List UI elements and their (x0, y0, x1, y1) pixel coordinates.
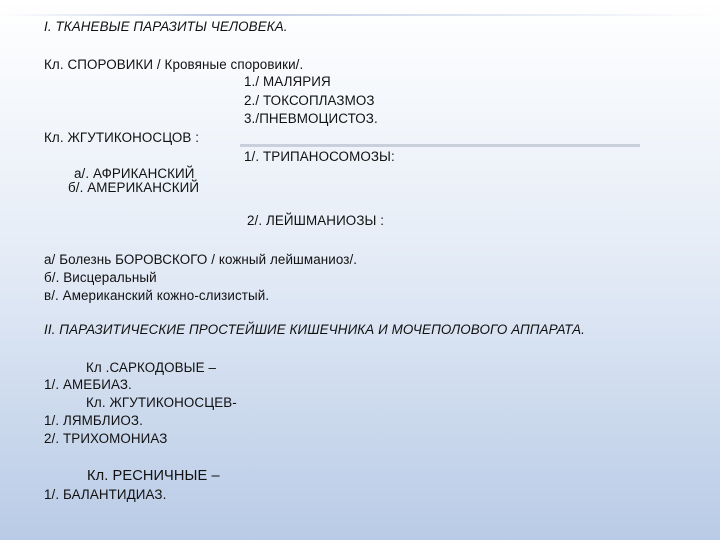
sporozoa-item: 2./ ТОКСОПЛАЗМОЗ (244, 93, 375, 108)
section1-heading: I. ТКАНЕВЫЕ ПАРАЗИТЫ ЧЕЛОВЕКА. (44, 19, 288, 34)
flagellates-class-line-2: Кл. ЖГУТИКОНОСЦЕВ- (86, 395, 237, 410)
sarcodina-item: 1/. АМЕБИАЗ. (44, 377, 132, 392)
leishmaniasis-type: в/. Американский кожно-слизистый. (44, 288, 270, 303)
sporozoa-item: 1./ МАЛЯРИЯ (244, 74, 331, 89)
ciliates-item: 1/. БАЛАНТИДИАЗ. (44, 487, 167, 502)
leishmaniasis-type: б/. Висцеральный (44, 270, 157, 285)
trypanosomiasis-type: а/. АФРИКАНСКИЙ (74, 166, 195, 181)
decorative-line (0, 14, 720, 16)
trypanosomiasis-type: б/. АМЕРИКАНСКИЙ (68, 180, 200, 195)
leishmaniasis-type: а/ Болезнь БОРОВСКОГО / кожный лейшманиоз/. (44, 252, 358, 267)
flagellates-item: 1/. ЛЯМБЛИОЗ. (44, 413, 143, 428)
leishmaniasis-heading: 2/. ЛЕЙШМАНИОЗЫ : (247, 213, 385, 228)
flagellates-class-line: Кл. ЖГУТИКОНОСЦОВ : (44, 130, 200, 145)
sporozoa-class-line: Кл. СПОРОВИКИ / Кровяные споровики/. (44, 57, 304, 72)
section2-heading: II. ПАРАЗИТИЧЕСКИЕ ПРОСТЕЙШИЕ КИШЕЧНИКА И МОЧЕПОЛОВОГО АППАРАТА. (44, 322, 585, 337)
ciliates-class-line: Кл. РЕСНИЧНЫЕ – (87, 468, 220, 484)
sporozoa-item: 3./ПНЕВМОЦИСТОЗ. (244, 111, 378, 126)
divider-rule (240, 144, 640, 147)
flagellates-item: 2/. ТРИХОМОНИАЗ (44, 431, 168, 446)
sarcodina-class-line: Кл .САРКОДОВЫЕ – (86, 360, 217, 375)
trypanosomiasis-heading: 1/. ТРИПАНОСОМОЗЫ: (244, 149, 395, 164)
